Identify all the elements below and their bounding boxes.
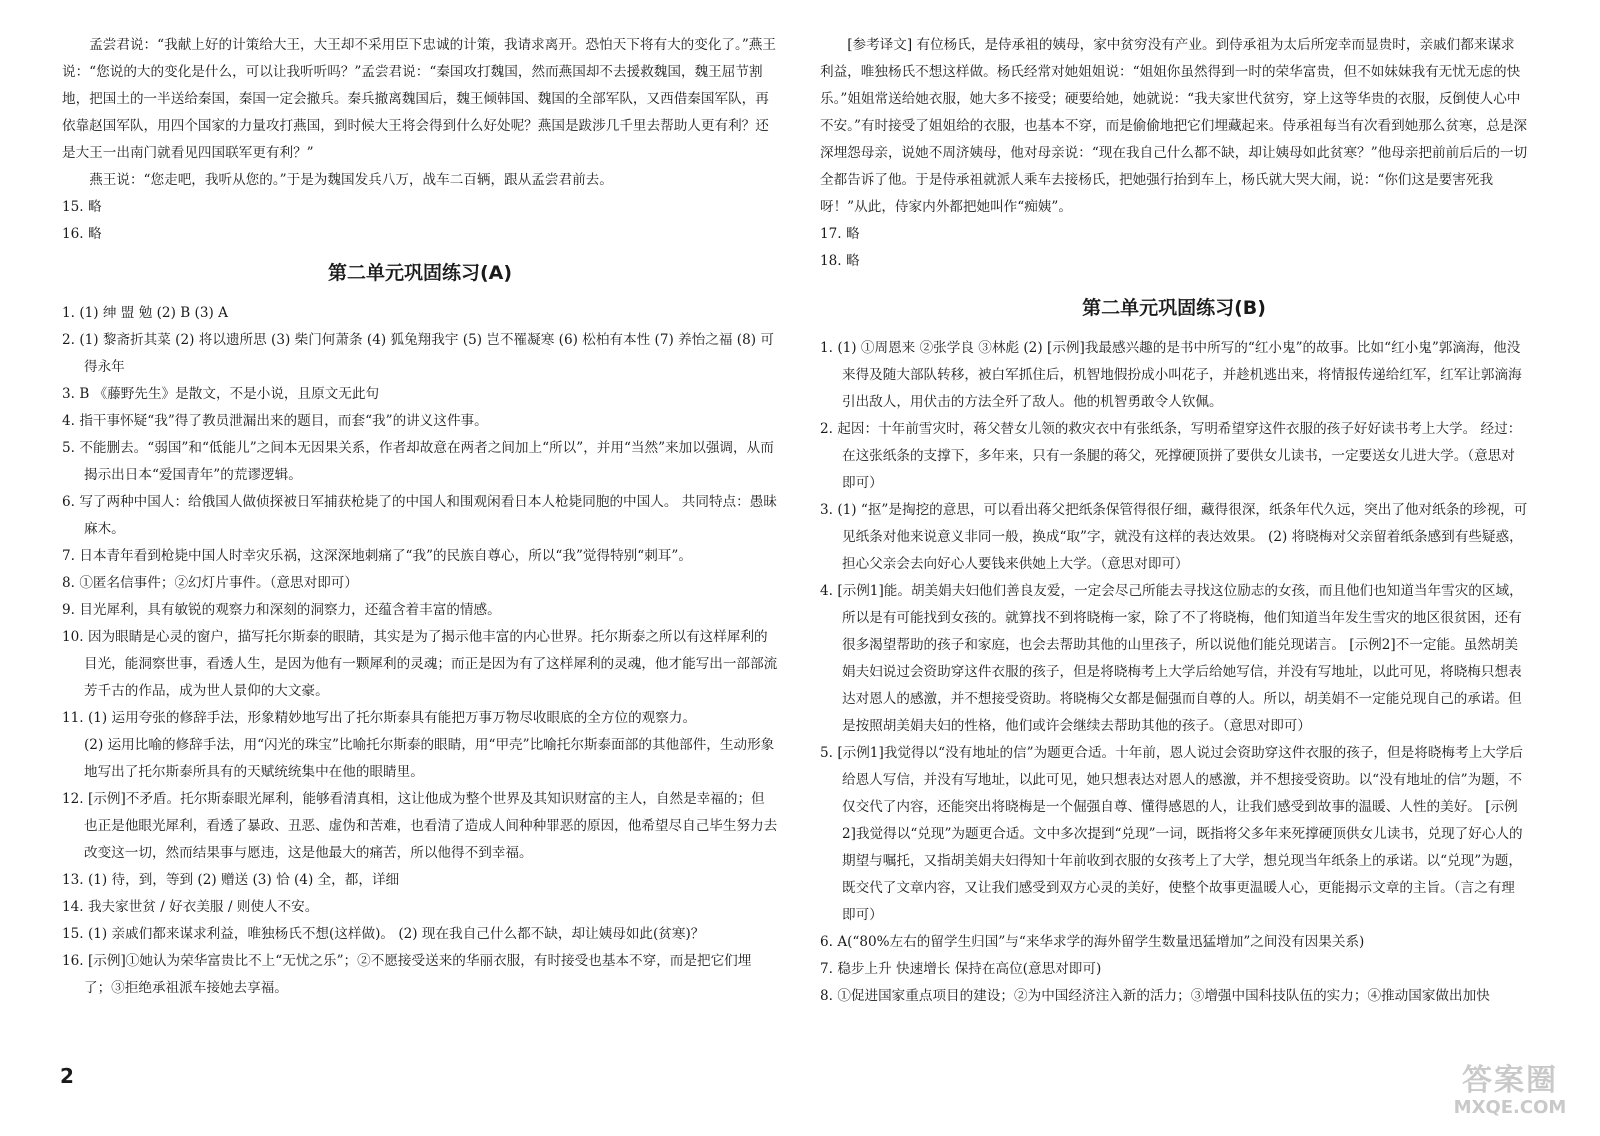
item-number: 16.: [62, 953, 84, 969]
item-number: 10.: [62, 629, 84, 645]
item-number: 13.: [62, 872, 84, 888]
answer-item: [62, 705, 778, 732]
item-text: 日本青年看到枪毙中国人时幸灾乐祸，这深深地刺痛了“我”的民族自尊心，所以“我”觉得特别“刺耳”。: [79, 548, 692, 564]
item-text: [示例]①她认为荣华富贵比不上“无忧之乐”；②不愿接受送来的华丽衣服，有时接受也基本不穿，而是把它们埋了；③拒绝承祖派车接她去享福。: [84, 953, 752, 996]
answer-item: [820, 740, 1528, 929]
item-number: 1.: [820, 340, 833, 356]
answer-item: [62, 570, 778, 597]
answer-item: [62, 408, 778, 435]
answer-item: [820, 983, 1528, 1010]
item-number: 4.: [820, 583, 833, 599]
answer-item: [62, 921, 778, 948]
answer-item: [62, 894, 778, 921]
answer-item: [820, 248, 1528, 275]
answer-item: [820, 416, 1528, 497]
item-number: 5.: [820, 745, 833, 761]
answer-item: [62, 786, 778, 867]
answer-item: [62, 435, 778, 489]
answer-item: [820, 578, 1528, 740]
answer-item: [62, 194, 778, 221]
item-text: 写了两种中国人：给俄国人做侦探被日军捕获枪毙了的中国人和围观闲看日本人枪毙同胞的中国人。 共同特点：愚昧麻木。: [79, 494, 777, 537]
item-text: (1) 黎斋折其菜 (2) 将以遗所思 (3) 柴门何萧条 (4) 狐兔翔我宇 (5) 岂不罹凝寒 (6) 松柏有本性 (7) 养怡之福 (8) 可得永年: [79, 332, 774, 375]
item-text: 略: [845, 253, 860, 269]
item-text: 起因：十年前雪灾时，蒋父替女儿领的救灾衣中有张纸条，写明希望穿这件衣服的孩子好好读书考上大学。 经过：在这张纸条的支撑下，多年来，只有一条腿的蒋父，死撑硬顶拼了要供女儿读书，一定要送女儿进大学。（意思对即可）: [837, 421, 1522, 491]
item-text: 不能删去。“弱国”和“低能儿”之间本无因果关系，作者却故意在两者之间加上“所以”，并用“当然”来加以强调，从而揭示出日本“爱国青年”的荒谬逻辑。: [79, 440, 774, 483]
answer-item: [820, 956, 1528, 983]
item-number: 11.: [62, 710, 84, 726]
watermark-logo: [1448, 1064, 1572, 1118]
item-text: (1) ①周恩来 ②张学良 ③林彪 (2) [示例]我最感兴趣的是书中所写的“红小鬼”的故事。比如“红小鬼”郭滴海，他没来得及随大部队转移，被白军抓住后，机智地假扮成小叫花子，并趁机逃出来，将情报传递给红军，红军让郭滴海引出敌人，用伏击的方法全歼了敌人。他的机智勇敢令人钦佩。: [837, 340, 1522, 410]
item-number: 3.: [820, 502, 833, 518]
item-number: 7.: [62, 548, 75, 564]
item-number: 2.: [820, 421, 833, 437]
answer-subitem: (2) 运用比喻的修辞手法，用“闪光的珠宝”比喻托尔斯泰的眼睛，用“甲壳”比喻托尔斯泰面部的其他部件，生动形象地写出了托尔斯泰所具有的天赋统统集中在他的眼睛里。: [84, 737, 775, 780]
translation-paragraph: 孟尝君说：“我献上好的计策给大王，大王却不采用臣下忠诚的计策，我请求离开。恐怕天下将有大的变化了。”燕王说：“您说的大的变化是什么，可以让我听听吗？”孟尝君说：“秦国攻打魏国，然而燕国却不去援救魏国，魏王屈节割地，把国土的一半送给秦国，秦国一定会撤兵。秦兵撤离魏国后，魏王倾韩国、魏国的全部军队，又西借秦国军队，再依靠赵国军队，用四个国家的力量攻打燕国，到时候大王将会得到什么好处呢？燕国是跋涉几千里去帮助人更有利？还是大王一出南门就看见四国联军更有利？”: [62, 37, 776, 161]
item-text: 稳步上升 快速增长 保持在高位(意思对即可): [837, 961, 1102, 977]
item-text: 目光犀利，具有敏锐的观察力和深刻的洞察力，还蕴含着丰富的情感。: [79, 602, 501, 618]
item-text: B 《藤野先生》是散文，不是小说，且原文无此句: [79, 386, 380, 402]
item-text: ①促进国家重点项目的建设；②为中国经济注入新的活力；③增强中国科技队伍的实力；④推动国家做出加快: [837, 988, 1490, 1004]
answer-item: [62, 381, 778, 408]
item-text: 略: [87, 199, 102, 215]
item-text: 略: [87, 226, 102, 242]
answer-item: [62, 543, 778, 570]
item-number: 15.: [62, 199, 84, 215]
translation-label: [参考译文]: [847, 37, 913, 53]
answer-item: [62, 597, 778, 624]
item-number: 4.: [62, 413, 75, 429]
answer-item: [820, 497, 1528, 578]
item-number: 8.: [820, 988, 833, 1004]
item-text: 因为眼睛是心灵的窗户，描写托尔斯泰的眼睛，其实是为了揭示他丰富的内心世界。托尔斯泰之所以有这样犀利的目光，能洞察世事，看透人生，是因为他有一颗犀利的灵魂；而正是因为有了这样犀利的灵魂，他才能写出一部部流芳千古的作品，成为世人景仰的大文豪。: [84, 629, 778, 699]
item-number: 14.: [62, 899, 84, 915]
item-text: (1) “抠”是掏挖的意思，可以看出蒋父把纸条保管得很仔细，藏得很深，纸条年代久远，突出了他对纸条的珍视，可见纸条对他来说意义非同一般，换成“取”字，就没有这样的表达效果。 (2) 将晓梅对父亲留着纸条感到有些疑惑，担心父亲会去向好心人要钱来供她上大学。（意思对即可）: [837, 502, 1528, 572]
watermark-top-text: 答案圈: [1462, 1063, 1558, 1098]
item-text: [示例1]我觉得以“没有地址的信”为题更合适。十年前，恩人说过会资助穿这件衣服的孩子，但是将晓梅考上大学后给恩人写信，并没有写地址，以此可见，她只想表达对恩人的感激，并不想接受资助。以“没有地址的信”为题，不仅交代了内容，还能突出将晓梅是一个倔强自尊、懂得感恩的人，让我们感受到故事的温暖、人性的美好。 [示例2]我觉得以“兑现”为题更合适。文中多次提到“兑现”一词，既指将父多年来死撑硬顶供女儿读书，兑现了好心人的期望与嘱托，又指胡美娟夫妇得知十年前收到衣服的女孩考上了大学，想兑现当年纸条上的承诺。以“兑现”为题，既交代了文章内容，又让我们感受到双方心灵的美好，使整个故事更温暖人心，更能揭示文章的主旨。（言之有理即可）: [837, 745, 1523, 923]
right-column: [820, 32, 1528, 1010]
section-heading: 第二单元巩固练习(B): [1082, 297, 1266, 319]
answer-item: [62, 624, 778, 705]
translation-paragraph: 燕王说：“您走吧，我听从您的。”于是为魏国发兵八万，战车二百辆，跟从孟尝君前去。: [89, 172, 613, 188]
item-number: 3.: [62, 386, 75, 402]
answer-item: [820, 929, 1528, 956]
answer-item: [62, 867, 778, 894]
watermark-bottom-text: MXQE.COM: [1453, 1097, 1567, 1118]
item-number: 16.: [62, 226, 84, 242]
answer-item: [820, 221, 1528, 248]
item-text: 略: [845, 226, 860, 242]
item-number: 12.: [62, 791, 84, 807]
page-number: 2: [60, 1064, 74, 1088]
item-number: 15.: [62, 926, 84, 942]
item-text: (1) 运用夸张的修辞手法，形象精妙地写出了托尔斯泰具有能把万事万物尽收眼底的全方位的观察力。: [87, 710, 697, 726]
item-number: 18.: [820, 253, 842, 269]
reference-translation: [820, 32, 1528, 221]
answer-item: [62, 948, 778, 1002]
item-text: 指干事怀疑“我”得了教员泄漏出来的题目，而套“我”的讲义这件事。: [79, 413, 488, 429]
answer-item: [62, 300, 778, 327]
item-text: A(“80%左右的留学生归国”与“来华求学的海外留学生数量迅猛增加”之间没有因果关系): [837, 934, 1365, 950]
answer-item: [62, 489, 778, 543]
item-text: [示例1]能。胡美娟夫妇他们善良友爱，一定会尽己所能去寻找这位励志的女孩，而且他们也知道当年雪灾的区域，所以是有可能找到女孩的。就算找不到将晓梅一家，除了不了将晓梅，他们知道当年发生雪灾的地区很贫困，还有很多渴望帮助的孩子和家庭，也会去帮助其他的山里孩子，所以说他们能兑现诺言。 [示例2]不一定能。虽然胡美娟夫妇说过会资助穿这件衣服的孩子，但是将晓梅考上大学后给她写信，并没有写地址，以此可见，将晓梅只想表达对恩人的感激，并不想接受资助。将晓梅父女都是倔强而自尊的人。所以，胡美娟不一定能兑现自己的承诺。但是按照胡美娟夫妇的性格，他们或许会继续去帮助其他的孩子。（意思对即可）: [837, 583, 1523, 734]
item-number: 9.: [62, 602, 75, 618]
answer-item: [62, 327, 778, 381]
item-text: (1) 亲戚们都来谋求利益，唯独杨氏不想(这样做)。 (2) 现在我自己什么都不缺，却让姨母如此(贫寒)？: [87, 926, 705, 942]
item-text: ①匿名信事件；②幻灯片事件。（意思对即可）: [79, 575, 358, 591]
translation-text: 有位杨氏，是侍承祖的姨母，家中贫穷没有产业。到侍承祖为太后所宠幸而显贵时，亲戚们都来谋求利益，唯独杨氏不想这样做。杨氏经常对她姐姐说：“姐姐你虽然得到一时的荣华富贵，但不如妹妹我有无忧无虑的快乐。”姐姐常送给她衣服，她大多不接受；硬要给她，她就说：“我夫家世代贫穷，穿上这等华贵的衣服，反倒使人心中不安。”有时接受了姐姐给的衣服，也基本不穿，而是偷偷地把它们埋藏起来。侍承祖每当有次看到她那么贫寒，总是深深埋怨母亲，说她不周济姨母，他对母亲说：“现在我自己什么都不缺，却让姨母如此贫寒？”他母亲把前前后后的一切全都告诉了他。于是侍承祖就派人乘车去接杨氏，把她强行抬到车上，杨氏就大哭大闹，说：“你们这是要害死我呀！”从此，侍家内外都把她叫作“痴姨”。: [820, 37, 1528, 215]
item-number: 6.: [62, 494, 75, 510]
left-column: [62, 32, 778, 1002]
answer-item: [820, 335, 1528, 416]
item-number: 1.: [62, 305, 75, 321]
item-number: 2.: [62, 332, 75, 348]
item-number: 5.: [62, 440, 75, 456]
item-number: 17.: [820, 226, 842, 242]
item-text: 我夫家世贫 / 好衣美服 / 则使人不安。: [87, 899, 319, 915]
answer-item: [62, 221, 778, 248]
item-text: (1) 绅 盟 勉 (2) B (3) A: [79, 305, 228, 321]
item-number: 6.: [820, 934, 833, 950]
item-text: [示例]不矛盾。托尔斯泰眼光犀利，能够看清真相，这让他成为整个世界及其知识财富的主人，自然是幸福的；但也正是他眼光犀利，看透了暴政、丑恶、虚伪和苦难，也看清了造成人间种种罪恶的原因，他希望尽自己毕生努力去改变这一切，然而结果事与愿违，这是他最大的痛苦，所以他得不到幸福。: [84, 791, 778, 861]
item-text: (1) 待，到，等到 (2) 赠送 (3) 恰 (4) 全，都，详细: [87, 872, 400, 888]
item-number: 7.: [820, 961, 833, 977]
section-heading: 第二单元巩固练习(A): [327, 262, 513, 284]
item-number: 8.: [62, 575, 75, 591]
